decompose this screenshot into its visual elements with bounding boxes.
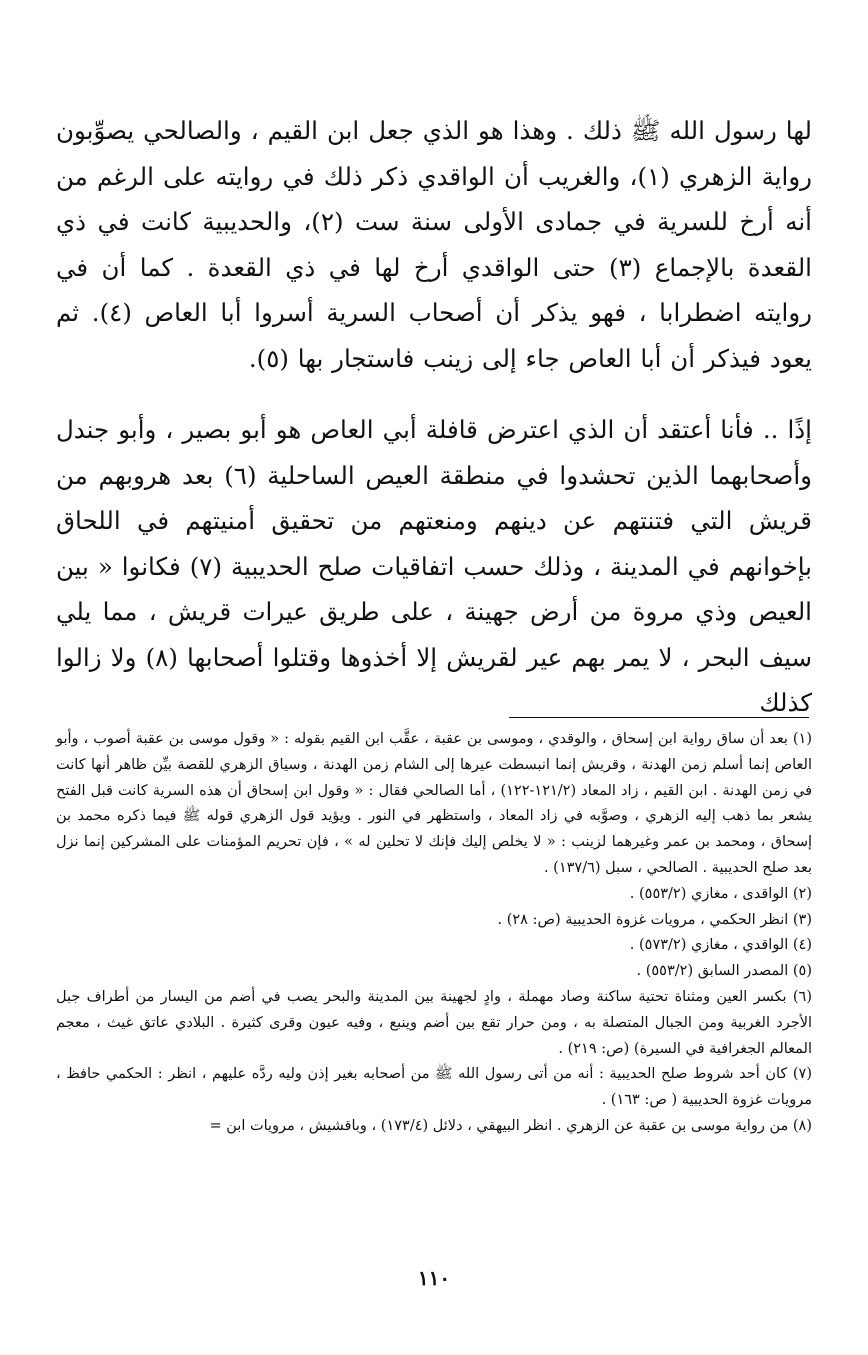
paragraph-1: لها رسول الله ﷺ ذلك . وهذا هو الذي جعل ابن القيم ، والصالحي يصوِّبون رواية الزهري (١)، والغريب أن الواقدي ذكر ذلك في روايته على الرغم من أنه أرخ للسرية في جمادى الأولى سنة ست (٢)، والحديبية كانت في ذي القعدة بالإجماع (٣) حتى الواقدي أرخ لها في ذي القعدة . كما أن في روايته اضطرابا ، فهو يذكر أن أصحاب السرية أسروا أبا العاص (٤). ثم يعود فيذكر أن أبا العاص جاء إلى زينب فاستجار بها (٥). [56, 116, 813, 373]
paragraph-2: إذًا .. فأنا أعتقد أن الذي اعترض قافلة أبي العاص هو أبو بصير ، وأبو جندل وأصحابهما الذين تحشدوا في منطقة العيص الساحلية (٦) بعد هروبهم من قريش التي فتنتهم عن دينهم ومنعتهم من تحقيق أمنيتهم في اللحاق بإخوانهم في المدينة ، وذلك حسب اتفاقيات صلح الحديبية (٧) فكانوا « بين العيص وذي مروة من أرض جهينة ، على طريق عيرات قريش ، مما يلي سيف البحر ، لا يمر بهم عير لقريش إلا أخذوها وقتلوا أصحابها (٨) ولا زالوا كذلك [56, 415, 813, 717]
footnote-1: (١) بعد أن ساق رواية ابن إسحاق ، والوقدي ، وموسى بن عقبة ، عقَّب ابن القيم بقوله : « وقول موسى بن عقبة أصوب ، وأبو العاص إنما أسلم زمن الهدنة ، وقريش إنما انبسطت عيرها إلى الشام زمن الهدنة ، وسياق الزهري للقصة بيِّن ظاهر أنها كانت في زمن الهدنة . ابن القيم ، زاد المعاد (١٢١/٢-١٢٢) ، أما الصالحي فقال : « وقول ابن إسحاق أن هذه السرية كانت قبل الفتح يشعر بما ذهب إليه الزهري ، وصوَّبه في زاد المعاد ، واستظهر في النور . ويؤيد قول الزهري قوله ﷺ فيما ذكره محمد بن إسحاق ، ومحمد بن عمر وغيرهما لزينب : « لا يخلص إليك فإنك لا تحلين له » ، فإن تحريم المؤمنات على المشركين إنما نزل بعد صلح الحديبية . الصالحي ، سبل (١٣٧/٦) . [56, 731, 813, 876]
footnote-5: (٥) المصدر السابق (٥٥٣/٢) . [636, 963, 812, 980]
footnote-2: (٢) الواقدى ، مغازي (٥٥٣/٢) . [629, 885, 812, 902]
footnotes [56, 727, 812, 1140]
footnote-8: (٨) من رواية موسى بن عقبة عن الزهري . انظر البيهقي ، دلائل (١٧٣/٤) ، وباقشيش ، مرويات ابن = [209, 1117, 812, 1134]
footnote-7: (٧) كان أحد شروط صلح الحديبية : أنه من أتى رسول الله ﷺ من أصحابه بغير إذن وليه ردَّه عليهم ، انظر : الحكمي حافظ ، مرويات غزوة الحديبية ( ص: ١٦٣) . [56, 1066, 812, 1109]
footnote-4: (٤) الواقدي ، مغازي (٥٧٣/٢) . [629, 937, 812, 954]
page-number: ١١٠ [417, 1266, 451, 1290]
footnote-separator [509, 717, 809, 718]
footnote-6: (٦) بكسر العين ومثناة تحتية ساكنة وصاد مهملة ، وادٍ لجهينة بين المدينة والبحر يصب في أضم من اليسار من أطراف جبل الأجرد الغربية ومن الجبال المتصلة به ، ومن حرار تقع بين أضم وينبع ، وفيه عيون وقرى كثيرة . البلادي عاتق غيث ، معجم المعالم الجغرافية في السيرة) (ص: ٢١٩) . [56, 988, 812, 1057]
footnote-3: (٣) انظر الحكمي ، مرويات غزوة الحديبية (ص: ٢٨) . [497, 911, 812, 928]
main-text [56, 108, 812, 726]
